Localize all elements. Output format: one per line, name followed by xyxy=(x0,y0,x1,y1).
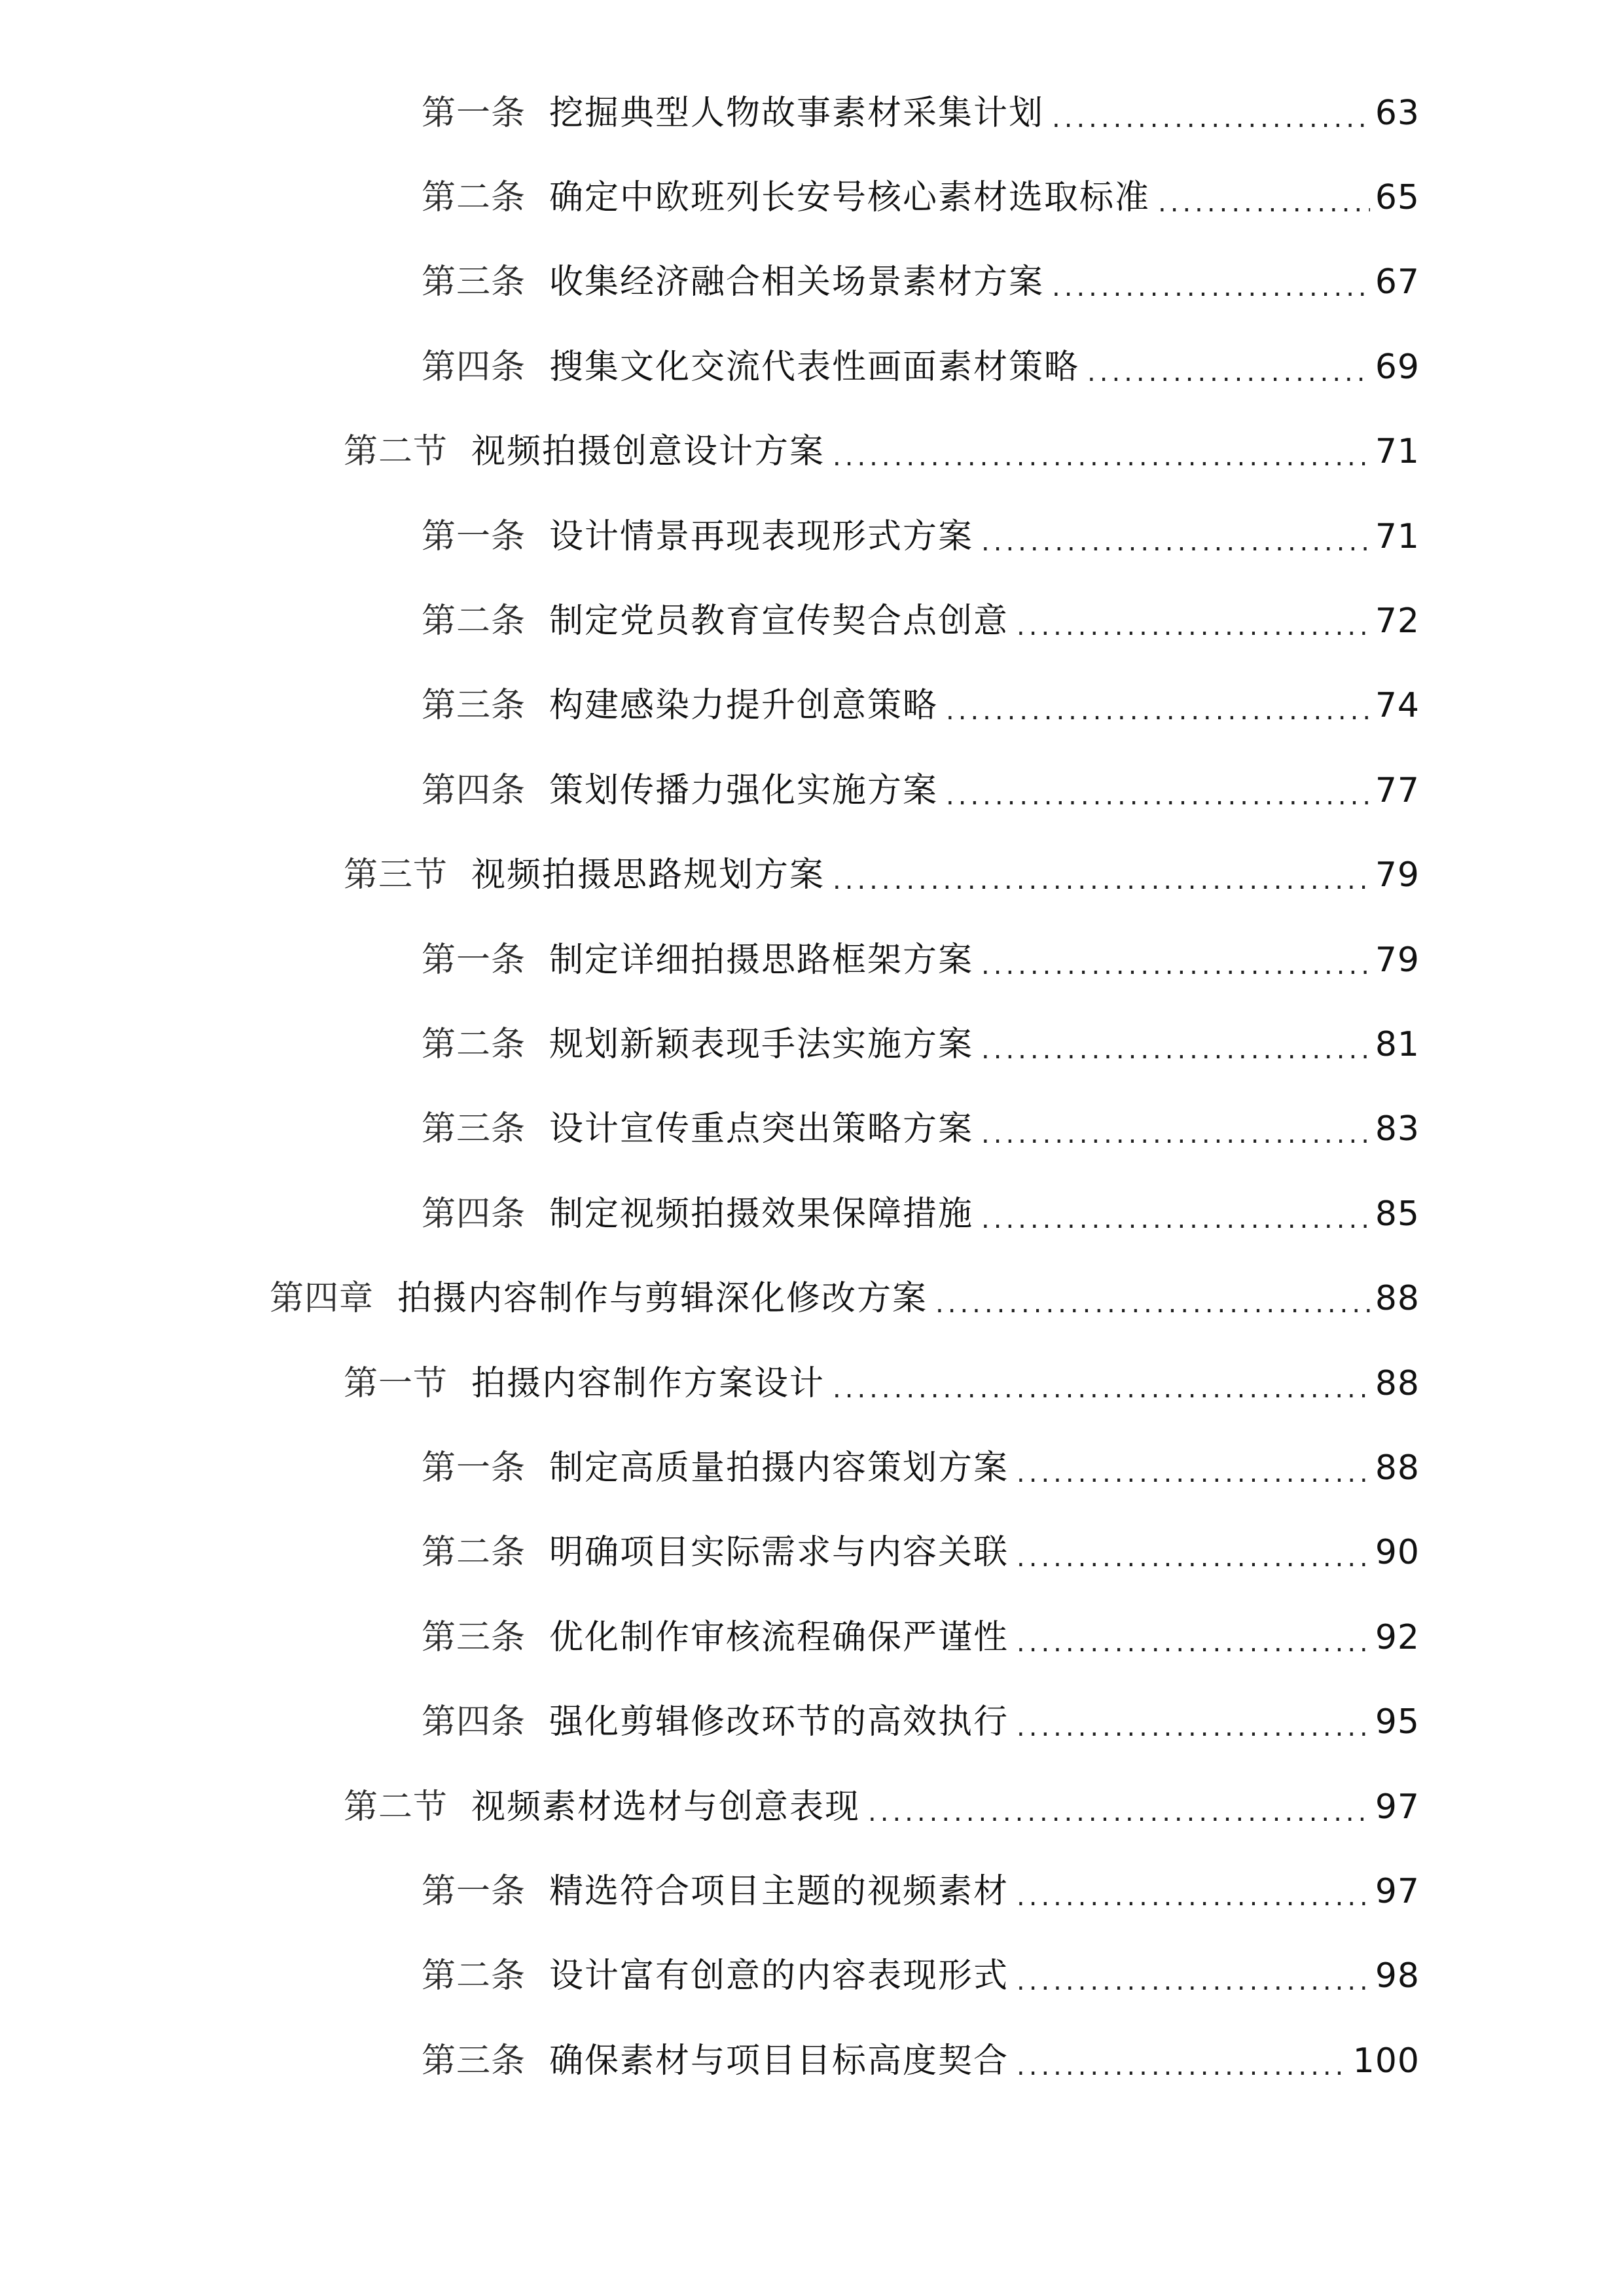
toc-entry[interactable] xyxy=(0,2018,1624,2103)
toc-entry-title: 搜集文化交流代表性画面素材策略 xyxy=(549,347,1080,387)
toc-dot-leader xyxy=(1017,1545,1370,1571)
toc-entry-title: 明确项目实际需求与内容关联 xyxy=(549,1533,1009,1573)
toc-entry-title: 视频素材选材与创意表现 xyxy=(471,1787,861,1827)
toc-dot-leader xyxy=(946,698,1370,724)
toc-entry[interactable] xyxy=(0,494,1624,579)
toc-entry[interactable] xyxy=(0,1426,1624,1510)
toc-entry[interactable] xyxy=(0,1002,1624,1086)
toc-dot-leader xyxy=(1087,359,1370,386)
toc-page-number: 72 xyxy=(1375,601,1420,641)
toc-entry[interactable] xyxy=(0,1172,1624,1256)
toc-entry[interactable] xyxy=(0,155,1624,240)
toc-page-number: 98 xyxy=(1375,1956,1420,1996)
toc-entry[interactable] xyxy=(0,833,1624,918)
toc-page-number: 95 xyxy=(1375,1702,1420,1742)
toc-entry-title: 精选符合项目主题的视频素材 xyxy=(549,1871,1009,1911)
toc-entry-title: 视频拍摄创意设计方案 xyxy=(471,432,825,472)
toc-entry-label: 第一条 xyxy=(422,1448,526,1488)
toc-page-number: 90 xyxy=(1375,1533,1420,1573)
toc-entry-title: 设计宣传重点突出策略方案 xyxy=(549,1109,974,1149)
toc-page-number: 100 xyxy=(1352,2041,1420,2081)
toc-page-number: 83 xyxy=(1375,1109,1420,1149)
toc-entry[interactable] xyxy=(0,579,1624,663)
toc-page-number: 65 xyxy=(1375,178,1420,218)
toc-entry[interactable] xyxy=(0,1765,1624,1849)
toc-dot-leader xyxy=(1017,1630,1370,1656)
toc-entry-label: 第二节 xyxy=(344,1787,448,1827)
toc-entry-title: 确定中欧班列长安号核心素材选取标准 xyxy=(549,178,1151,218)
toc-entry[interactable] xyxy=(0,1595,1624,1679)
toc-entry-label: 第一条 xyxy=(422,516,526,556)
toc-entry-label: 第一条 xyxy=(422,940,526,980)
toc-dot-leader xyxy=(1158,190,1370,216)
toc-entry-label: 第三条 xyxy=(422,686,526,726)
toc-entry-label: 第二条 xyxy=(422,1533,526,1573)
toc-entry-title: 视频拍摄思路规划方案 xyxy=(471,855,825,895)
toc-entry[interactable] xyxy=(0,410,1624,494)
toc-entry[interactable] xyxy=(0,1934,1624,2018)
toc-entry[interactable] xyxy=(0,748,1624,833)
toc-page-number: 71 xyxy=(1375,516,1420,556)
toc-entry-label: 第二条 xyxy=(422,178,526,218)
toc-entry-label: 第三条 xyxy=(422,1109,526,1149)
toc-dot-leader xyxy=(946,783,1370,809)
toc-entry-label: 第二条 xyxy=(422,1956,526,1996)
toc-entry-label: 第一条 xyxy=(422,93,526,133)
toc-entry[interactable] xyxy=(0,71,1624,155)
toc-dot-leader xyxy=(981,1206,1370,1232)
toc-entry-title: 挖掘典型人物故事素材采集计划 xyxy=(549,93,1045,133)
toc-dot-leader xyxy=(1017,1884,1370,1910)
toc-dot-leader xyxy=(935,1291,1370,1317)
toc-entry-label: 第一条 xyxy=(422,1871,526,1911)
toc-dot-leader xyxy=(981,1037,1370,1063)
toc-entry-label: 第三节 xyxy=(344,855,448,895)
toc-entry-label: 第一节 xyxy=(344,1363,448,1403)
toc-entry-title: 收集经济融合相关场景素材方案 xyxy=(549,262,1045,302)
toc-entry-label: 第二条 xyxy=(422,601,526,641)
toc-entry[interactable] xyxy=(0,1341,1624,1426)
toc-page-number: 88 xyxy=(1375,1279,1420,1319)
toc-entry[interactable] xyxy=(0,1679,1624,1764)
toc-page-number: 74 xyxy=(1375,686,1420,726)
toc-entry-title: 强化剪辑修改环节的高效执行 xyxy=(549,1702,1009,1742)
toc-entry-title: 拍摄内容制作方案设计 xyxy=(471,1363,825,1403)
toc-page-number: 88 xyxy=(1375,1363,1420,1403)
toc-entry-title: 制定党员教育宣传契合点创意 xyxy=(549,601,1009,641)
toc-page-number: 63 xyxy=(1375,93,1420,133)
toc-dot-leader xyxy=(1052,274,1370,300)
toc-page-number: 97 xyxy=(1375,1787,1420,1827)
toc-dot-leader xyxy=(833,867,1370,893)
toc-page-number: 69 xyxy=(1375,347,1420,387)
toc-dot-leader xyxy=(981,529,1370,555)
toc-page-number: 85 xyxy=(1375,1194,1420,1234)
toc-entry-label: 第四条 xyxy=(422,770,526,810)
toc-dot-leader xyxy=(981,1121,1370,1147)
toc-entry-label: 第四条 xyxy=(422,1194,526,1234)
toc-page-number: 81 xyxy=(1375,1024,1420,1064)
toc-entry[interactable] xyxy=(0,1849,1624,1933)
toc-entry-title: 规划新颖表现手法实施方案 xyxy=(549,1024,974,1064)
toc-entry-title: 制定详细拍摄思路框架方案 xyxy=(549,940,974,980)
toc-dot-leader xyxy=(833,1376,1370,1402)
toc-page-number: 77 xyxy=(1375,770,1420,810)
toc-dot-leader xyxy=(1017,613,1370,639)
toc-dot-leader xyxy=(833,444,1370,470)
toc-entry-label: 第四条 xyxy=(422,347,526,387)
toc-entry[interactable] xyxy=(0,325,1624,409)
toc-entry-title: 拍摄内容制作与剪辑深化修改方案 xyxy=(397,1279,928,1319)
table-of-contents xyxy=(0,71,1624,2103)
toc-page-number: 71 xyxy=(1375,432,1420,472)
toc-dot-leader xyxy=(1052,105,1370,132)
toc-entry[interactable] xyxy=(0,918,1624,1002)
toc-page-number: 97 xyxy=(1375,1871,1420,1911)
toc-entry[interactable] xyxy=(0,664,1624,748)
toc-entry-label: 第四章 xyxy=(270,1279,374,1319)
toc-entry-label: 第二节 xyxy=(344,432,448,472)
toc-entry[interactable] xyxy=(0,1087,1624,1172)
toc-entry-title: 优化制作审核流程确保严谨性 xyxy=(549,1617,1009,1657)
toc-dot-leader xyxy=(1017,1968,1370,1994)
toc-entry-title: 构建感染力提升创意策略 xyxy=(549,686,939,726)
toc-entry-label: 第二条 xyxy=(422,1024,526,1064)
toc-dot-leader xyxy=(868,1799,1370,1825)
toc-dot-leader xyxy=(981,952,1370,978)
toc-entry[interactable] xyxy=(0,240,1624,325)
toc-entry-title: 策划传播力强化实施方案 xyxy=(549,770,939,810)
toc-page-number: 88 xyxy=(1375,1448,1420,1488)
toc-entry-label: 第四条 xyxy=(422,1702,526,1742)
toc-entry[interactable] xyxy=(0,1511,1624,1595)
toc-page-number: 67 xyxy=(1375,262,1420,302)
toc-entry-title: 设计富有创意的内容表现形式 xyxy=(549,1956,1009,1996)
toc-entry-label: 第三条 xyxy=(422,262,526,302)
toc-entry-label: 第三条 xyxy=(422,2041,526,2081)
toc-entry-title: 制定视频拍摄效果保障措施 xyxy=(549,1194,974,1234)
toc-entry-title: 设计情景再现表现形式方案 xyxy=(549,516,974,556)
toc-entry[interactable] xyxy=(0,1256,1624,1340)
toc-entry-label: 第三条 xyxy=(422,1617,526,1657)
toc-page-number: 79 xyxy=(1375,940,1420,980)
toc-dot-leader xyxy=(1017,1460,1370,1486)
toc-dot-leader xyxy=(1017,1714,1370,1740)
toc-dot-leader xyxy=(1017,2053,1348,2079)
toc-page-number: 92 xyxy=(1375,1617,1420,1657)
toc-entry-title: 制定高质量拍摄内容策划方案 xyxy=(549,1448,1009,1488)
toc-entry-title: 确保素材与项目目标高度契合 xyxy=(549,2041,1009,2081)
toc-page-number: 79 xyxy=(1375,855,1420,895)
